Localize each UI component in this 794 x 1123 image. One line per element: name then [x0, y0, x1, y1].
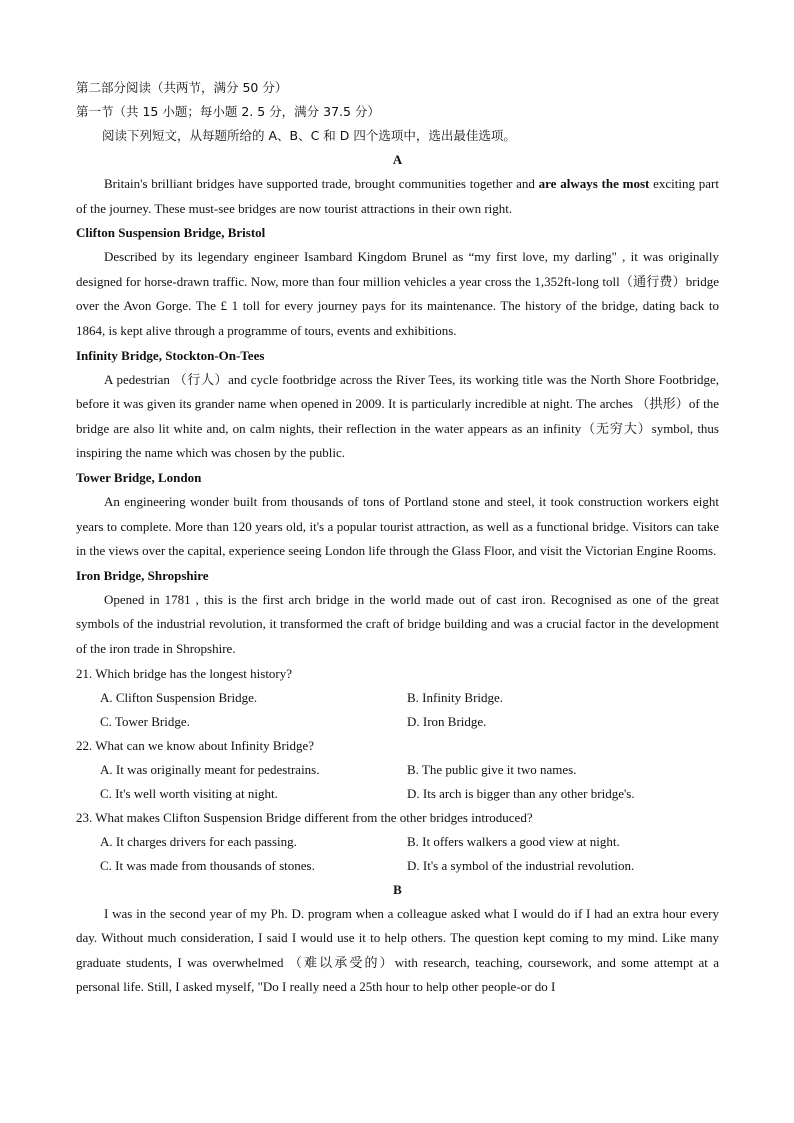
option: A. It was originally meant for pedestrains. [100, 761, 320, 777]
option: C. It was made from thousands of stones. [100, 857, 315, 873]
question-stem: 22. What can we know about Infinity Bridge? [76, 737, 315, 753]
question-options [76, 830, 719, 878]
intro-text-pre: Britain's brilliant bridges have supported trade, brought communities together and [104, 176, 539, 191]
intro-text-bold: are always the most [538, 176, 650, 191]
bridge-paragraph: A pedestrian （行人）and cycle footbridge across the River Tees, its working title was the North Shore Footbridge, before it was given its grander name when opened in 2009. It is particularly incredible at night. The arches （拱形）of the bridge are also lit white and, on calm nights, their reflection in the water appears as an infinity（无穷大）symbol, thus inspiring the name which was chosen by the public. [76, 371, 719, 461]
option: B. Infinity Bridge. [407, 689, 504, 705]
option: B. It offers walkers a good view at night. [407, 833, 620, 849]
option: A. It charges drivers for each passing. [100, 833, 297, 849]
option: C. It's well worth visiting at night. [100, 785, 278, 801]
bridge-heading: Tower Bridge, London [76, 469, 202, 485]
passage-a-intro [76, 172, 719, 221]
question-options [76, 758, 719, 806]
option: A. Clifton Suspension Bridge. [100, 689, 258, 705]
option: B. The public give it two names. [407, 761, 577, 777]
bridge-paragraph: Described by its legendary engineer Isambard Kingdom Brunel as “my first love, my darling" , it was originally designed for horse-drawn traffic. Now, more than four million vehicles a year cross the 1,352ft-long toll（通行费）bridge over the Avon Gorge. The £ 1 toll for every journey pays for its maintenance. The history of the bridge, dating back to 1864, is kept alive through a programme of tours, events and exhibitions. [76, 249, 719, 338]
option: D. Iron Bridge. [407, 713, 487, 729]
question-stem: 23. What makes Clifton Suspension Bridge different from the other bridges introduced? [76, 809, 533, 825]
instruction-text: 阅读下列短文，从每题所给的 A、B、C 和 D 四个选项中，选出最佳选项。 [102, 128, 516, 143]
passage-b-label: B [393, 881, 402, 897]
question-stem: 21. Which bridge has the longest history? [76, 665, 293, 681]
option: D. Its arch is bigger than any other bridge's. [407, 785, 635, 801]
bridge-heading: Clifton Suspension Bridge, Bristol [76, 225, 266, 241]
exam-page [76, 76, 719, 1000]
bridge-heading: Infinity Bridge, Stockton-On-Tees [76, 347, 265, 363]
bridge-paragraph: Opened in 1781 , this is the first arch bridge in the world made out of cast iron. Recognised as one of the great symbols of the industrial revolution, it transformed the craft of bridge building and was a crucial factor in the development of the iron trade in Shropshire. [76, 591, 719, 656]
passage-b-paragraph: I was in the second year of my Ph. D. program when a colleague asked what I would do if I had an extra hour every day. Without much consideration, I said I would use it to help others. The question kept coming to my mind. Like many graduate students, I was overwhelmed （难以承受的）with research, teaching, coursework, and some attempt at a personal life. Still, I asked myself, "Do I really need a 25th hour to help other people-or do I [76, 905, 719, 995]
intro-text-post: exciting part of the journey. These must-see bridges are now tourist attractions in their own right. [76, 176, 719, 216]
bridge-heading: Iron Bridge, Shropshire [76, 567, 209, 583]
part-heading: 第二部分阅读（共两节，满分 50 分） [76, 80, 288, 95]
passage-a-label: A [392, 152, 403, 167]
option: C. Tower Bridge. [100, 713, 190, 729]
section-heading: 第一节（共 15 小题；每小题 2. 5 分，满分 37.5 分） [76, 104, 380, 119]
bridge-paragraph: An engineering wonder built from thousands of tons of Portland stone and steel, it took construction workers eight years to complete. More than 120 years old, it's a popular tourist attraction, as well as a functional bridge. Visitors can take in the views over the capital, experience seeing London life through the Glass Floor, and visit the Victorian Engine Rooms. [76, 493, 719, 559]
question-options [76, 686, 719, 734]
option: D. It's a symbol of the industrial revolution. [407, 857, 635, 873]
